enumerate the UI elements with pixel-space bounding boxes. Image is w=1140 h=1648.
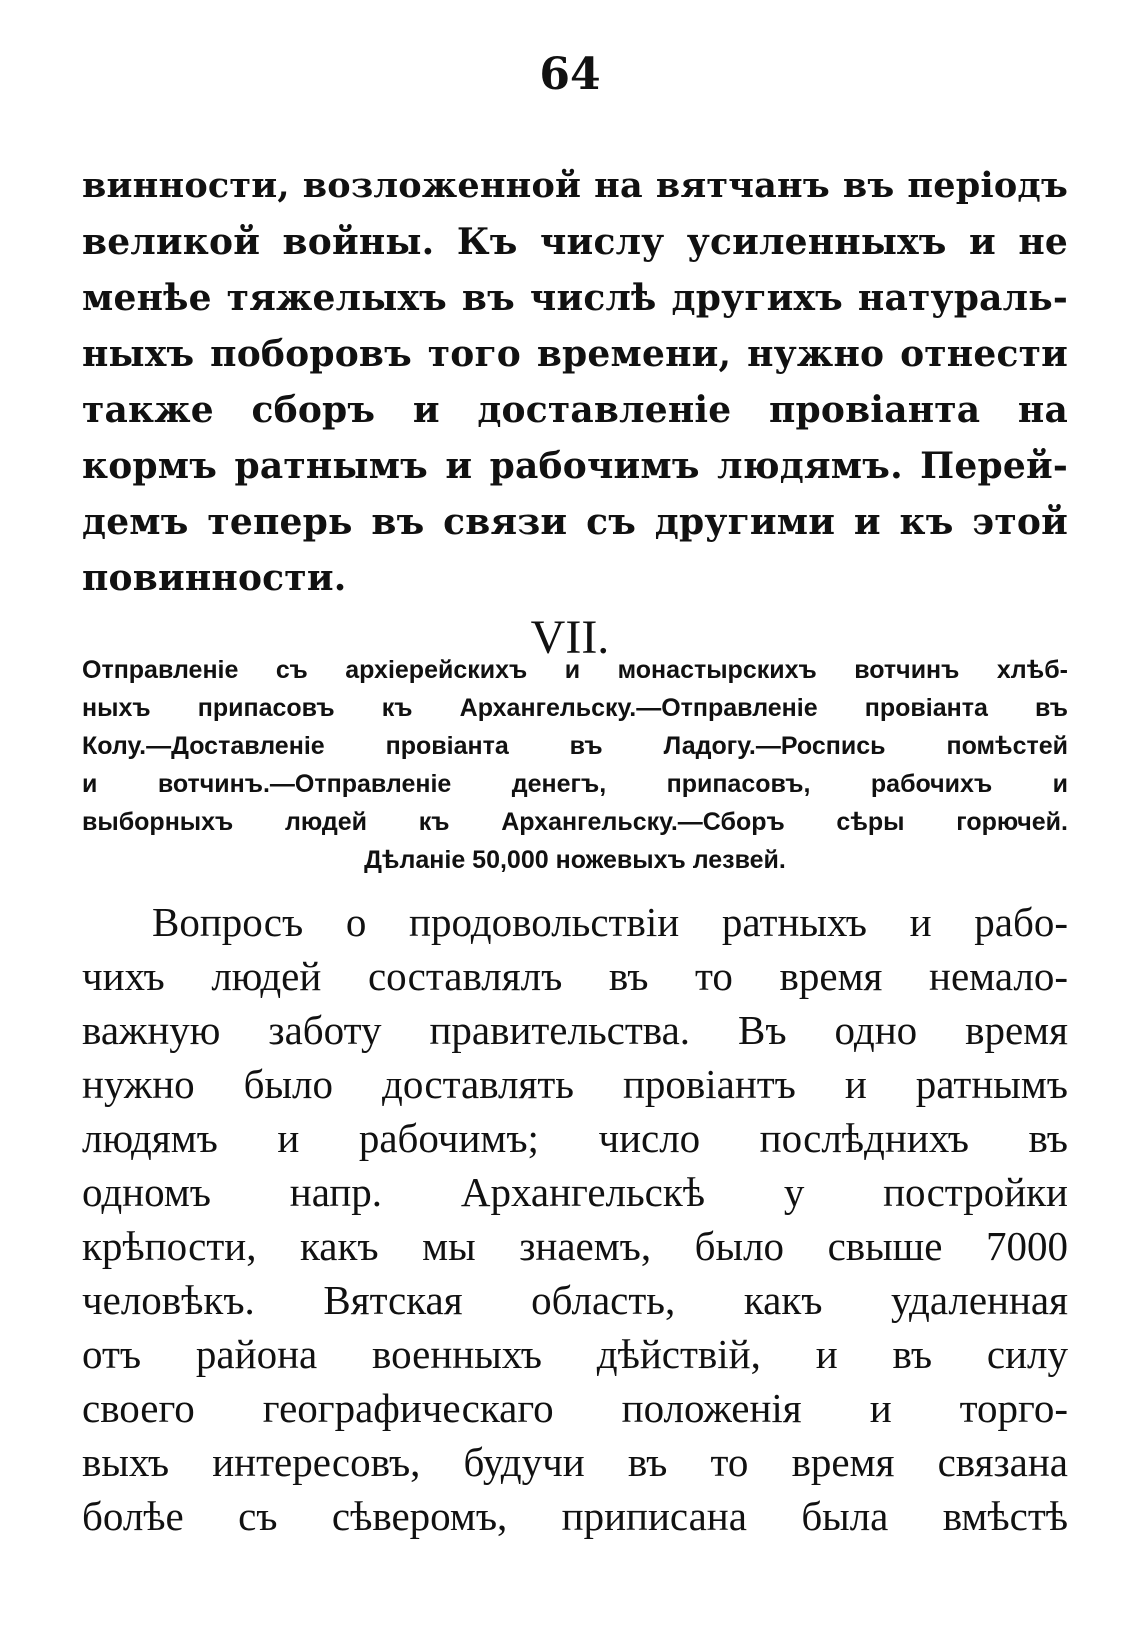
section-title: VII.: [530, 611, 610, 664]
page-number: 64: [539, 49, 601, 100]
summary-line: Отправленіе съ архіерейскихъ и монастырскихъ вотчинъ хлѣб-: [82, 656, 1068, 684]
text-line: демъ теперь въ связи съ другими и къ этой: [82, 501, 1068, 543]
text-line: кормъ ратнымъ и рабочимъ людямъ. Перей-: [82, 445, 1068, 487]
summary-line: Дѣланіе 50,000 ножевыхъ лезвей.: [364, 846, 786, 874]
summary-line: Колу.—Доставленіе провіанта въ Ладогу.—Роспись помѣстей: [82, 732, 1068, 760]
summary-line: ныхъ припасовъ къ Архангельску.—Отправленіе провіанта въ: [82, 694, 1068, 722]
text-line: выхъ интересовъ, будучи въ то время связана: [82, 1439, 1068, 1485]
text-line: ныхъ поборовъ того времени, нужно отнести: [82, 333, 1068, 375]
summary-line: и вотчинъ.—Отправленіе денегъ, припасовъ, рабочихъ и: [82, 770, 1068, 798]
text-line: своего географическаго положенія и торго-: [82, 1385, 1068, 1431]
text-line: винности, возложенной на вятчанъ въ періодъ: [82, 165, 1068, 206]
text-line: повинности.: [82, 557, 347, 599]
text-line: великой войны. Къ числу усиленныхъ и не: [82, 221, 1068, 263]
text-line: отъ района военныхъ дѣйствій, и въ силу: [82, 1331, 1068, 1377]
text-line: менѣе тяжелыхъ въ числѣ другихъ натураль-: [82, 277, 1068, 319]
text-line: человѣкъ. Вятская область, какъ удаленная: [82, 1277, 1068, 1323]
text-line: также сборъ и доставленіе провіанта на: [82, 389, 1068, 431]
text-line: Вопросъ о продовольствіи ратныхъ и рабо-: [152, 899, 1068, 945]
summary-line: выборныхъ людей къ Архангельску.—Сборъ сѣры горючей.: [82, 808, 1068, 836]
text-line: крѣпости, какъ мы знаемъ, было свыше 7000: [82, 1223, 1068, 1269]
text-line: людямъ и рабочимъ; число послѣднихъ въ: [82, 1115, 1068, 1161]
text-line: чихъ людей составлялъ въ то время немало-: [82, 953, 1068, 999]
text-line: нужно было доставлять провіантъ и ратнымъ: [82, 1061, 1068, 1107]
text-line: важную заботу правительства. Въ одно время: [82, 1007, 1068, 1053]
text-line: болѣе съ сѣверомъ, приписана была вмѣстѣ: [82, 1493, 1068, 1539]
text-line: одномъ напр. Архангельскѣ у постройки: [82, 1169, 1068, 1215]
